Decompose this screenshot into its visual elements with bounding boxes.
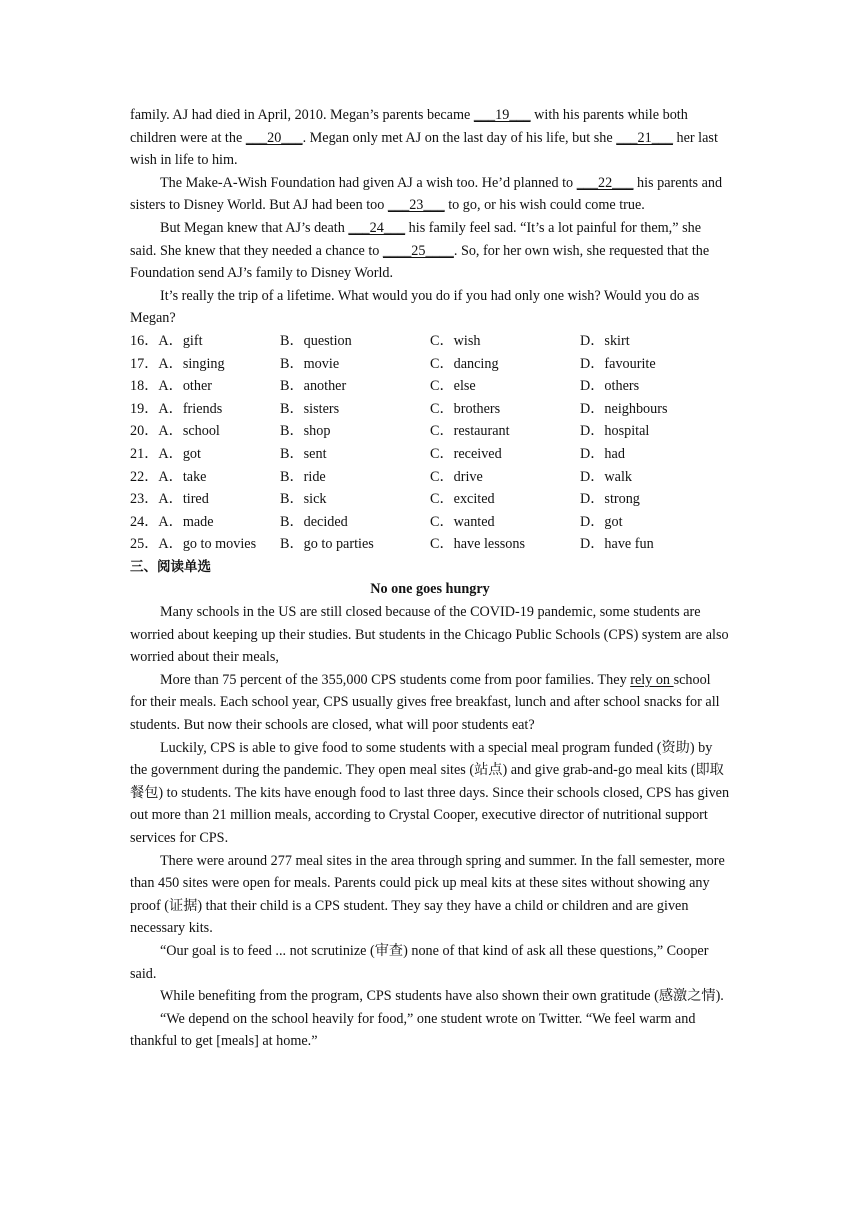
option-c: C．drive — [430, 468, 483, 485]
options-list — [130, 330, 730, 556]
option-a — [130, 398, 280, 421]
option-a-text: A．school — [158, 423, 220, 440]
question-row-20 — [130, 420, 730, 443]
reading-paragraph-4: There were around 277 meal sites in the area through spring and summer. In the fall semester, more than 450 sites were open for meals. Parents could pick up meal kits at these sites without showing any proof (证据) that their child is a CPS student. They say they have a child or children and are given necessary kits. — [130, 852, 725, 937]
text-run: his family feel sad. “It’s a lot painful for them,” she said. She knew that they needed a chance to — [130, 219, 701, 259]
blank-21: ___21___ — [616, 129, 673, 146]
text-run: with his parents while both children were at the — [130, 107, 688, 146]
option-d: D．hospital — [580, 423, 650, 440]
blank-25: ____25____ — [382, 242, 454, 259]
question-row-16 — [130, 330, 730, 353]
cloze-paragraph-4: It’s really the trip of a lifetime. What would you do if you had only one wish? Would you do as Megan? — [130, 287, 700, 327]
option-c: C．received — [430, 445, 502, 462]
option-d: D．have fun — [580, 536, 654, 553]
option-a-text: A．made — [158, 513, 214, 530]
reading-paragraph-6: While benefiting from the program, CPS students have also shown their own gratitude (感激之情). — [160, 988, 724, 1005]
reading-paragraph-5: “Our goal is to feed ... not scrutinize (审查) none of that kind of ask all these questions,” Cooper said. — [130, 942, 709, 982]
question-number: 23． — [130, 491, 159, 508]
reading-paragraph-7: “We depend on the school heavily for food,” one student wrote on Twitter. “We feel warm and thankful to get [meals] at home.” — [130, 1010, 696, 1050]
question-row-24 — [130, 511, 730, 534]
option-a — [130, 420, 280, 443]
option-a — [130, 511, 280, 534]
option-c: C．wish — [430, 332, 481, 349]
cloze-paragraph-3 — [130, 217, 730, 285]
question-row-18 — [130, 375, 730, 398]
option-b: B．shop — [280, 423, 331, 440]
option-c: C．excited — [430, 491, 495, 508]
option-b: B．question — [280, 332, 352, 349]
text-run: to go, or his wish could come true. — [444, 197, 645, 214]
option-b: B．movie — [280, 355, 340, 372]
option-c: C．have lessons — [430, 536, 525, 553]
option-a-text: A．friends — [158, 400, 223, 417]
question-row-25 — [130, 533, 730, 556]
text-run: More than 75 percent of the 355,000 CPS students come from poor families. They — [160, 671, 631, 688]
option-b: B．go to parties — [280, 536, 374, 553]
blank-24: ___24___ — [348, 219, 406, 236]
option-a-text: A．other — [158, 378, 212, 395]
option-b: B．sisters — [280, 400, 340, 417]
option-c: C．else — [430, 378, 476, 395]
option-b: B．decided — [280, 513, 348, 530]
question-number: 19． — [130, 400, 159, 417]
option-d: D．neighbours — [580, 400, 668, 417]
underlined-phrase: rely on — [630, 671, 674, 688]
option-b: B．sent — [280, 445, 327, 462]
option-d: D．others — [580, 378, 640, 395]
question-number: 21． — [130, 445, 159, 462]
option-d: D．walk — [580, 468, 633, 485]
text-run: . Megan only met AJ on the last day of his life, but she — [302, 129, 617, 146]
option-c: C．brothers — [430, 400, 501, 417]
text-run: . So, for her own wish, she requested that the Foundation send AJ’s family to Disney World. — [130, 242, 710, 282]
blank-23: ___23___ — [387, 197, 445, 214]
question-row-22 — [130, 466, 730, 489]
reading-paragraph-2 — [130, 669, 730, 737]
option-a-text: A．take — [158, 468, 207, 485]
option-d: D．skirt — [580, 332, 630, 349]
blank-19: ___19___ — [473, 107, 531, 123]
option-d: D．favourite — [580, 355, 656, 372]
question-row-21 — [130, 443, 730, 466]
question-number: 22． — [130, 468, 159, 485]
text-run: But Megan knew that AJ’s death — [160, 219, 349, 236]
text-run: his parents and sisters to Disney World. But AJ had been too — [130, 174, 723, 214]
option-b: B．sick — [280, 491, 327, 508]
question-number: 20． — [130, 423, 159, 440]
question-row-17 — [130, 353, 730, 376]
question-number: 17． — [130, 355, 159, 372]
option-a-text: A．got — [158, 445, 201, 462]
question-row-23 — [130, 488, 730, 511]
option-d: D．had — [580, 445, 625, 462]
text-run: The Make-A-Wish Foundation had given AJ a wish too. He’d planned to — [160, 174, 577, 191]
question-number: 18． — [130, 378, 159, 395]
reading-title: No one goes hungry — [370, 581, 490, 598]
option-a-text: A．gift — [158, 332, 203, 349]
option-a-text: A．singing — [158, 355, 225, 372]
option-a — [130, 353, 280, 376]
option-d: D．got — [580, 513, 623, 530]
option-a — [130, 466, 280, 489]
question-number: 24． — [130, 513, 159, 530]
option-a — [130, 375, 280, 398]
reading-paragraph-1: Many schools in the US are still closed because of the COVID-19 pandemic, some students are worried about keeping up their studies. But students in the Chicago Public Schools (CPS) system are also worried about their meals, — [130, 604, 729, 666]
option-c: C．dancing — [430, 355, 499, 372]
text-run: school for their meals. Each school year, CPS usually gives free breakfast, lunch and after school snacks for all students. But now their schools are closed, what will poor students eat? — [130, 671, 720, 734]
option-b: B．another — [280, 378, 347, 395]
section-heading: 三、阅读单选 — [130, 558, 211, 575]
question-number: 16． — [130, 332, 159, 349]
option-a-text: A．tired — [158, 491, 209, 508]
question-row-19 — [130, 398, 730, 421]
document-page — [130, 104, 730, 1053]
option-a — [130, 533, 280, 556]
option-a — [130, 488, 280, 511]
question-number: 25． — [130, 536, 159, 553]
text-run: her last wish in life to him. — [130, 129, 718, 169]
option-b: B．ride — [280, 468, 326, 485]
option-c: C．wanted — [430, 513, 495, 530]
option-d: D．strong — [580, 491, 640, 508]
option-a — [130, 330, 280, 353]
option-c: C．restaurant — [430, 423, 510, 440]
blank-20: ___20___ — [245, 129, 303, 146]
cloze-paragraph-1 — [130, 104, 730, 172]
option-a-text: A．go to movies — [158, 536, 257, 553]
cloze-paragraph-2 — [130, 172, 730, 217]
reading-paragraph-3: Luckily, CPS is able to give food to some students with a special meal program funded (资助) by the government during the pandemic. They open meal sites (站点) and give grab-and-go meal kits (即取餐包) to students. The kits have enough food to last three days. Since their schools closed, CPS has given out more than 21 million meals, according to Crystal Cooper, executive director of nutritional support services for CPS. — [130, 739, 730, 846]
blank-22: ___22___ — [576, 174, 634, 191]
text-run: family. AJ had died in April, 2010. Megan’s parents became — [130, 107, 474, 123]
option-a — [130, 443, 280, 466]
